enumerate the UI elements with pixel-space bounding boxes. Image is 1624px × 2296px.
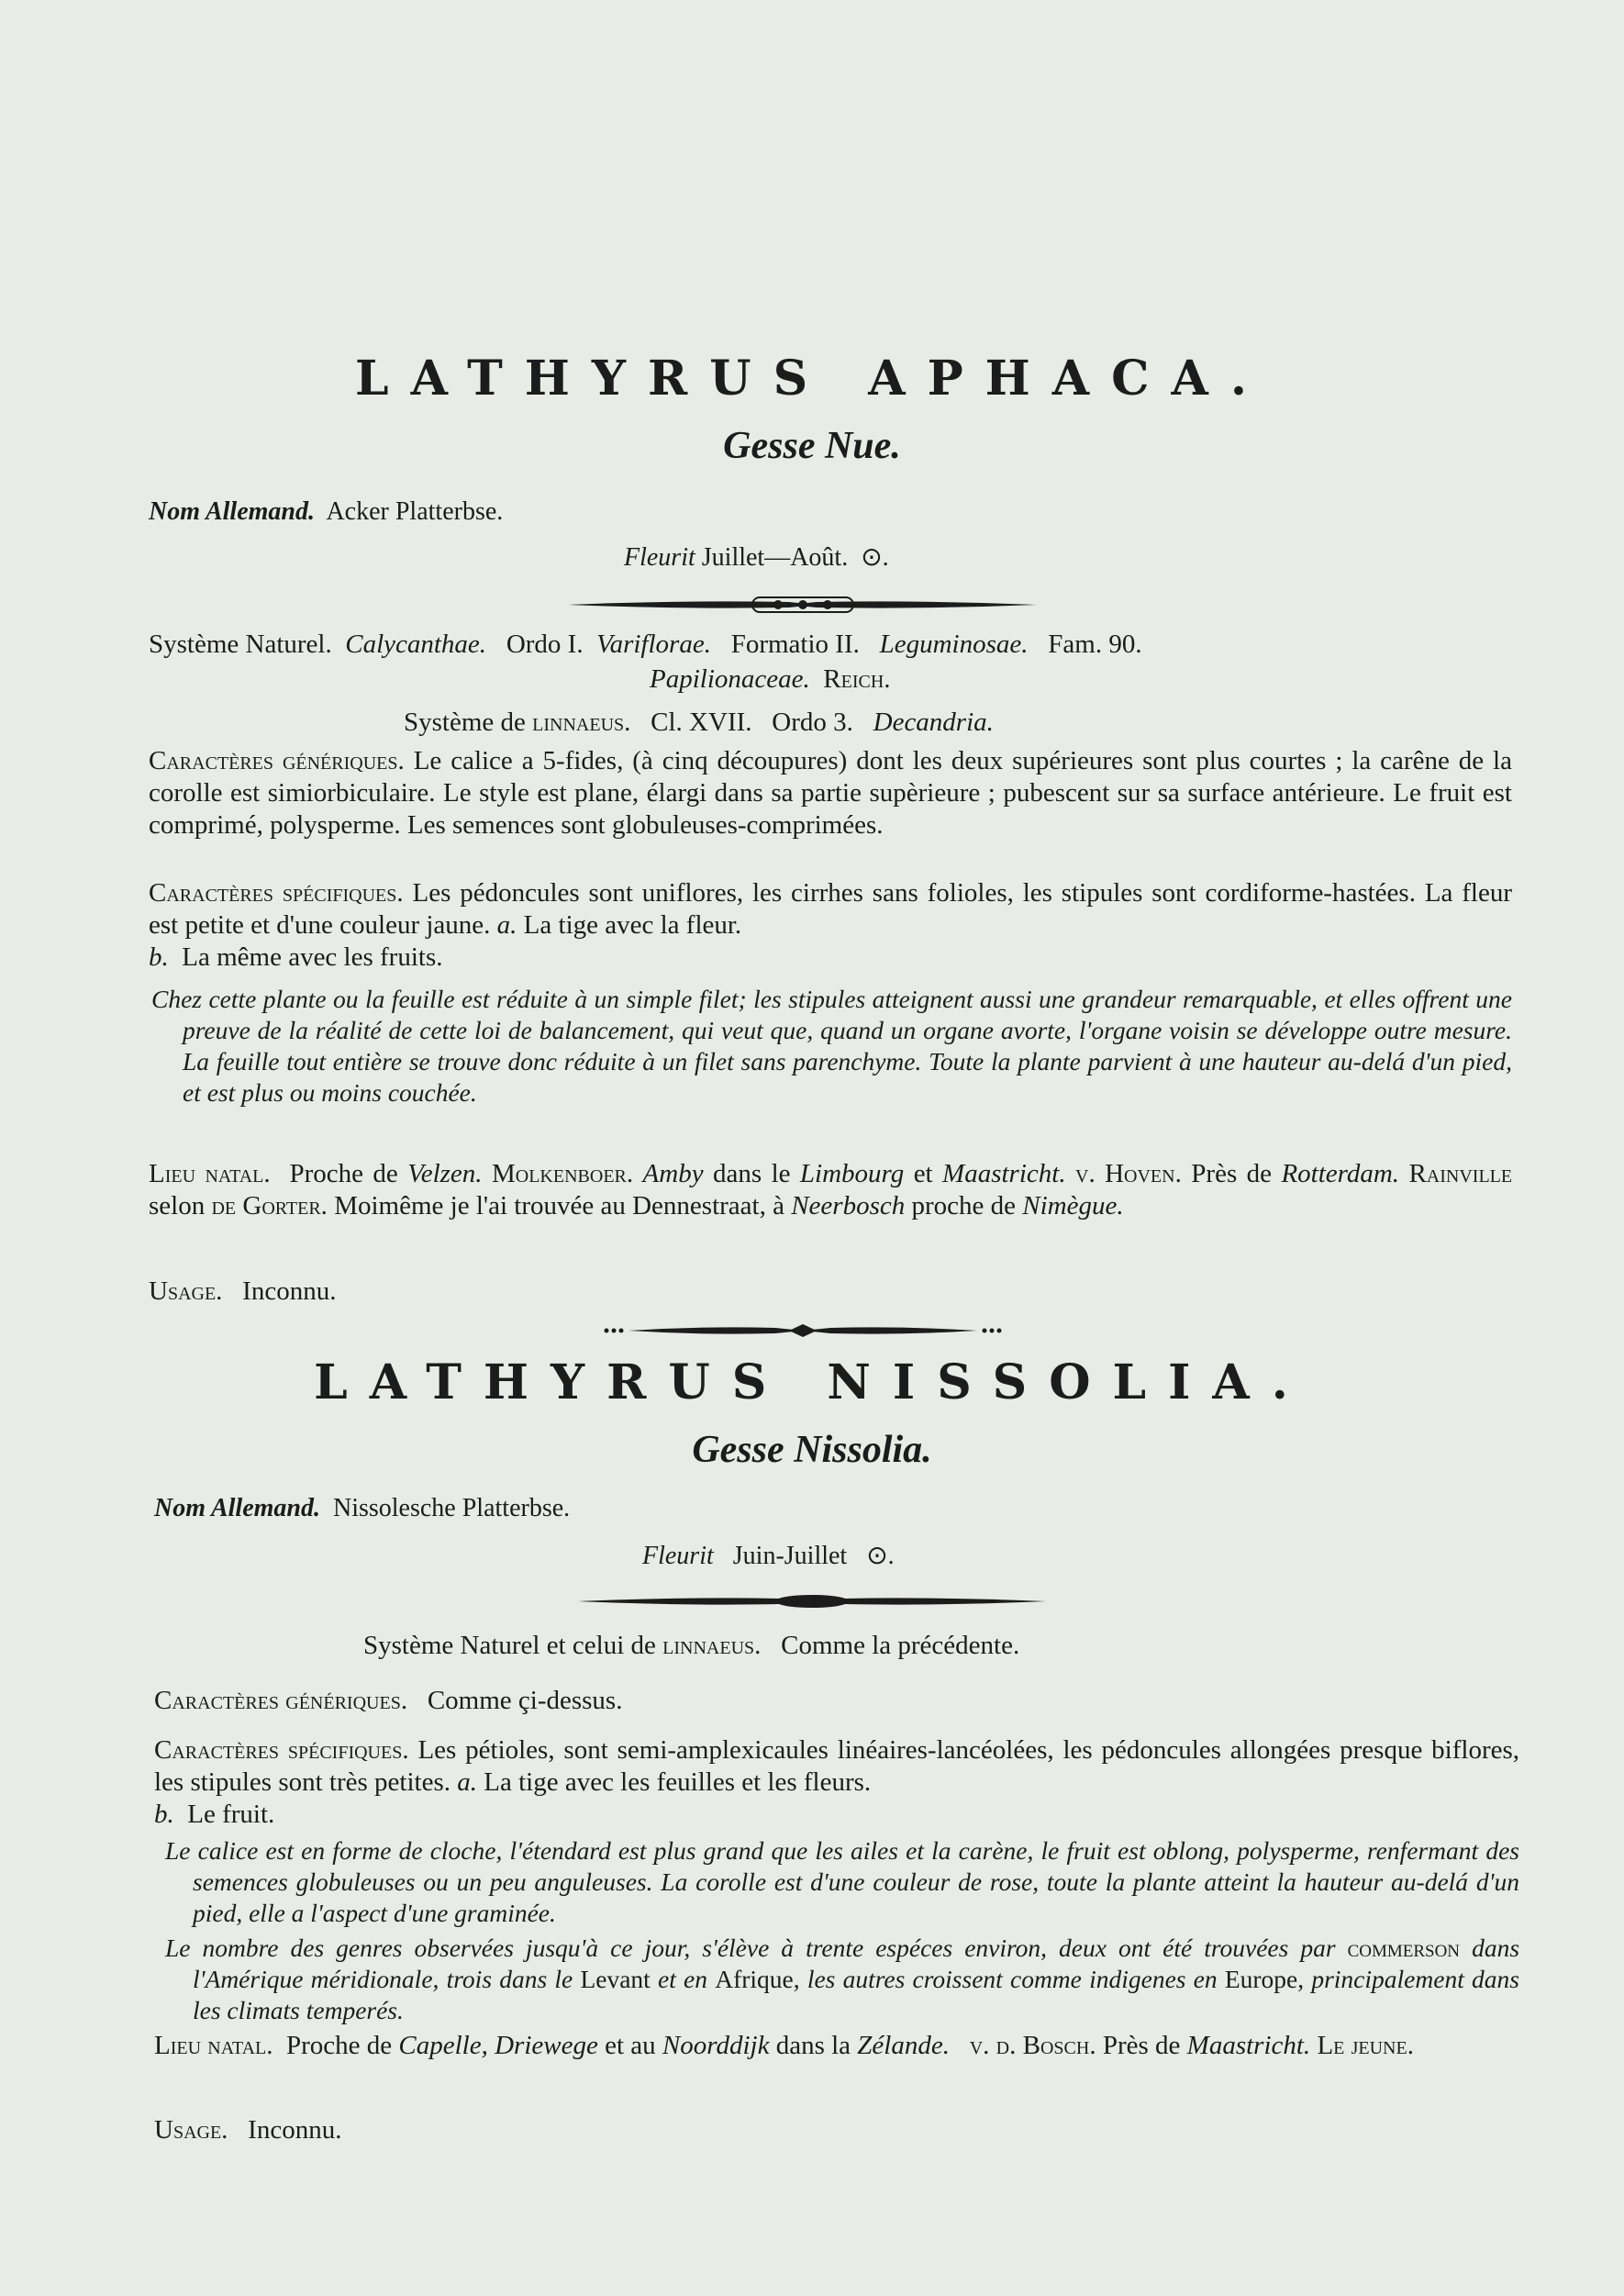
nom-label: Nom Allemand.: [149, 497, 315, 526]
value: Inconnu.: [242, 1276, 337, 1306]
text: Près de: [1102, 2031, 1181, 2060]
text: et: [913, 1159, 933, 1188]
text: La tige avec la fleur.: [523, 910, 742, 940]
label: Système Naturel.: [149, 630, 332, 659]
place: Amby: [642, 1159, 704, 1188]
label-a: a.: [457, 1767, 477, 1797]
value: Formatio II.: [730, 630, 860, 659]
text: et en: [658, 1965, 708, 1993]
species-title-2: LATHYRUS NISSOLIA.: [314, 1354, 1310, 1410]
caracteres-specifiques-2: [154, 1734, 1519, 1831]
place: Driewege: [495, 2031, 598, 2060]
text: Les pétioles, sont semi-amplexicaules linéaires-lancéolées, les pédoncules allongées presque biflores, les stipules sont très petites.: [154, 1735, 1520, 1797]
value: linnaeus.: [662, 1631, 762, 1660]
place: Maastricht.: [942, 1159, 1066, 1188]
value: Decandria.: [873, 708, 994, 737]
nom-allemand-1: [149, 496, 503, 528]
label: Lieu natal.: [154, 2031, 273, 2060]
caracteres-generiques-1: [149, 745, 1512, 841]
collector: de Gorter.: [211, 1191, 328, 1220]
text: proche de: [911, 1191, 1017, 1220]
collector: v. Hoven.: [1075, 1159, 1182, 1188]
label: Lieu natal.: [149, 1159, 271, 1188]
text: Proche de: [285, 2031, 393, 2060]
section-divider-ornament: [601, 1321, 1005, 1340]
text: Chez cette plante ou la feuille est réduite à un simple filet; les stipules atteignent aussi une grandeur remarquable, et elles offrent une preuve de la réalité de cette loi de balancement, qui veut que, quand un organe avorte, l'organe voisin se développe outre mesure. La feuille tout entière se trouve donc réduite à un filet sans parenchyme. Toute la plante parvient à une hauteur au-delá d'un pied, et est plus ou moins couchée.: [151, 985, 1512, 1107]
value: Cl. XVII.: [651, 708, 752, 737]
text: La même avec les fruits.: [182, 942, 443, 972]
label: Système de: [404, 708, 526, 737]
lieu-natal-2: [154, 2030, 1519, 2062]
text: Proche de: [289, 1159, 398, 1188]
italic-note-2b: [165, 1933, 1519, 2026]
fleurit-label: Fleurit: [642, 1542, 714, 1570]
label: Caractères génériques.: [154, 1686, 408, 1715]
label: Caractères spécifiques.: [154, 1735, 409, 1765]
collector: commerson: [1347, 1934, 1461, 1962]
value: Variflorae.: [596, 630, 711, 659]
place: Maastricht.: [1186, 2031, 1311, 2060]
text: Près de: [1191, 1159, 1273, 1188]
text: dans l'Amérique méridionale, trois dans le: [193, 1934, 1520, 1993]
label: Caractères génériques.: [149, 746, 405, 775]
fleurit-label: Fleurit: [624, 543, 695, 572]
fleurit-value: Juillet—Août.: [701, 543, 849, 572]
value: linnaeus.: [532, 708, 631, 737]
species-subtitle-1: Gesse Nue.: [723, 425, 901, 467]
text: Système Naturel et celui de: [363, 1631, 656, 1660]
italic-note-2a: [165, 1835, 1519, 1929]
collector: v. d. Bosch.: [969, 2031, 1096, 2060]
label-b: b.: [154, 1800, 174, 1829]
nom-label: Nom Allemand.: [154, 1494, 320, 1522]
place: Rotterdam.: [1281, 1159, 1400, 1188]
linnaeus-1: [404, 707, 994, 739]
species-title-1: LATHYRUS APHACA.: [355, 351, 1269, 407]
value: Fam. 90.: [1048, 630, 1142, 659]
text: et au: [605, 2031, 656, 2060]
value: Inconnu.: [248, 2115, 342, 2145]
value: Calycanthae.: [345, 630, 487, 659]
fleurit-1: [624, 541, 889, 574]
value: Ordo 3.: [772, 708, 853, 737]
text: Comme la précédente.: [781, 1631, 1020, 1660]
nom-allemand-2: [154, 1492, 570, 1524]
label: Usage.: [154, 2115, 228, 2145]
text: Le calice est en forme de cloche, l'étendard est plus grand que les ailes et la carène, le fruit est oblong, polysperme, renfermant des semences globuleuses ou un peu anguleuses. La corolle est d'une couleur de rose, toute la plante atteint la hauteur au-delá d'un pied, elle a l'aspect d'une graminée.: [165, 1836, 1519, 1927]
place: Capelle,: [398, 2031, 488, 2060]
value: Papilionaceae.: [650, 664, 810, 694]
place: Afrique,: [715, 1965, 800, 1993]
value: Ordo I.: [506, 630, 584, 659]
label-b: b.: [149, 942, 169, 972]
species-subtitle-2: Gesse Nissolia.: [692, 1429, 932, 1471]
text: selon: [149, 1191, 206, 1220]
annual-symbol: ⊙.: [866, 1542, 895, 1570]
place: Noorddijk: [662, 2031, 770, 2060]
label: Caractères spécifiques.: [149, 878, 404, 908]
text: les autres croissent comme indigenes en: [806, 1965, 1218, 1993]
value: Reich.: [823, 664, 891, 694]
text: dans la: [775, 2031, 851, 2060]
caracteres-generiques-2: [154, 1685, 622, 1717]
text: Les pédoncules sont uniflores, les cirrhes sans folioles, les stipules sont cordiforme-hastées. La fleur est petite et d'une couleur jaune.: [149, 878, 1513, 940]
place: Neerbosch: [791, 1191, 906, 1220]
collector: Rainville: [1408, 1159, 1513, 1188]
divider-ornament: [569, 595, 1037, 615]
text: Le fruit.: [187, 1800, 275, 1829]
value: Leguminosae.: [879, 630, 1029, 659]
fleurit-value: Juin-Juillet: [732, 1542, 848, 1570]
place: Europe,: [1224, 1965, 1305, 1993]
place: Nimègue.: [1022, 1191, 1124, 1220]
place: Levant: [580, 1965, 651, 1993]
divider-ornament: [578, 1591, 1046, 1611]
text: Moimême je l'ai trouvée au Dennestraat, à: [334, 1191, 784, 1220]
usage-2: [154, 2114, 341, 2146]
text: principalement dans les climats temperés.: [193, 1965, 1519, 2024]
usage-1: [149, 1276, 336, 1308]
text: Le nombre des genres observées jusqu'à ce jour, s'élève à trente espéces environ, deux ont été trouvées par: [165, 1934, 1336, 1962]
lieu-natal-1: [149, 1158, 1512, 1222]
collector: Molkenboer.: [491, 1159, 634, 1188]
fleurit-2: [642, 1540, 895, 1572]
text: dans le: [713, 1159, 791, 1188]
place: Limbourg: [799, 1159, 905, 1188]
nom-value: Acker Platterbse.: [326, 497, 504, 526]
label: Usage.: [149, 1276, 223, 1306]
systeme-naturel-1: [149, 629, 1142, 661]
text: Comme çi-dessus.: [427, 1686, 623, 1715]
label-a: a.: [496, 910, 517, 940]
caracteres-specifiques-1: [149, 877, 1512, 974]
text: La tige avec les feuilles et les fleurs.: [484, 1767, 872, 1797]
systeme-naturel-2: [363, 1630, 1019, 1662]
collector: Le jeune.: [1317, 2031, 1414, 2060]
text: Le calice a 5-fides, (à cinq découpures) dont les deux supérieures sont plus courtes ; la carêne de la corolle est simiorbiculaire. Le style est plane, élargi dans sa partie supèrieure ; pubescent sur sa surface antérieure. Le fruit est comprimé, polysperme. Les semences sont globuleuses-comprimées.: [149, 746, 1512, 840]
systeme-naturel-1-line2: [650, 663, 891, 696]
annual-symbol: ⊙.: [861, 543, 889, 572]
nom-value: Nissolesche Platterbse.: [332, 1494, 571, 1522]
place: Velzen.: [407, 1159, 483, 1188]
italic-note-1: [151, 984, 1512, 1109]
place: Zélande.: [857, 2031, 950, 2060]
